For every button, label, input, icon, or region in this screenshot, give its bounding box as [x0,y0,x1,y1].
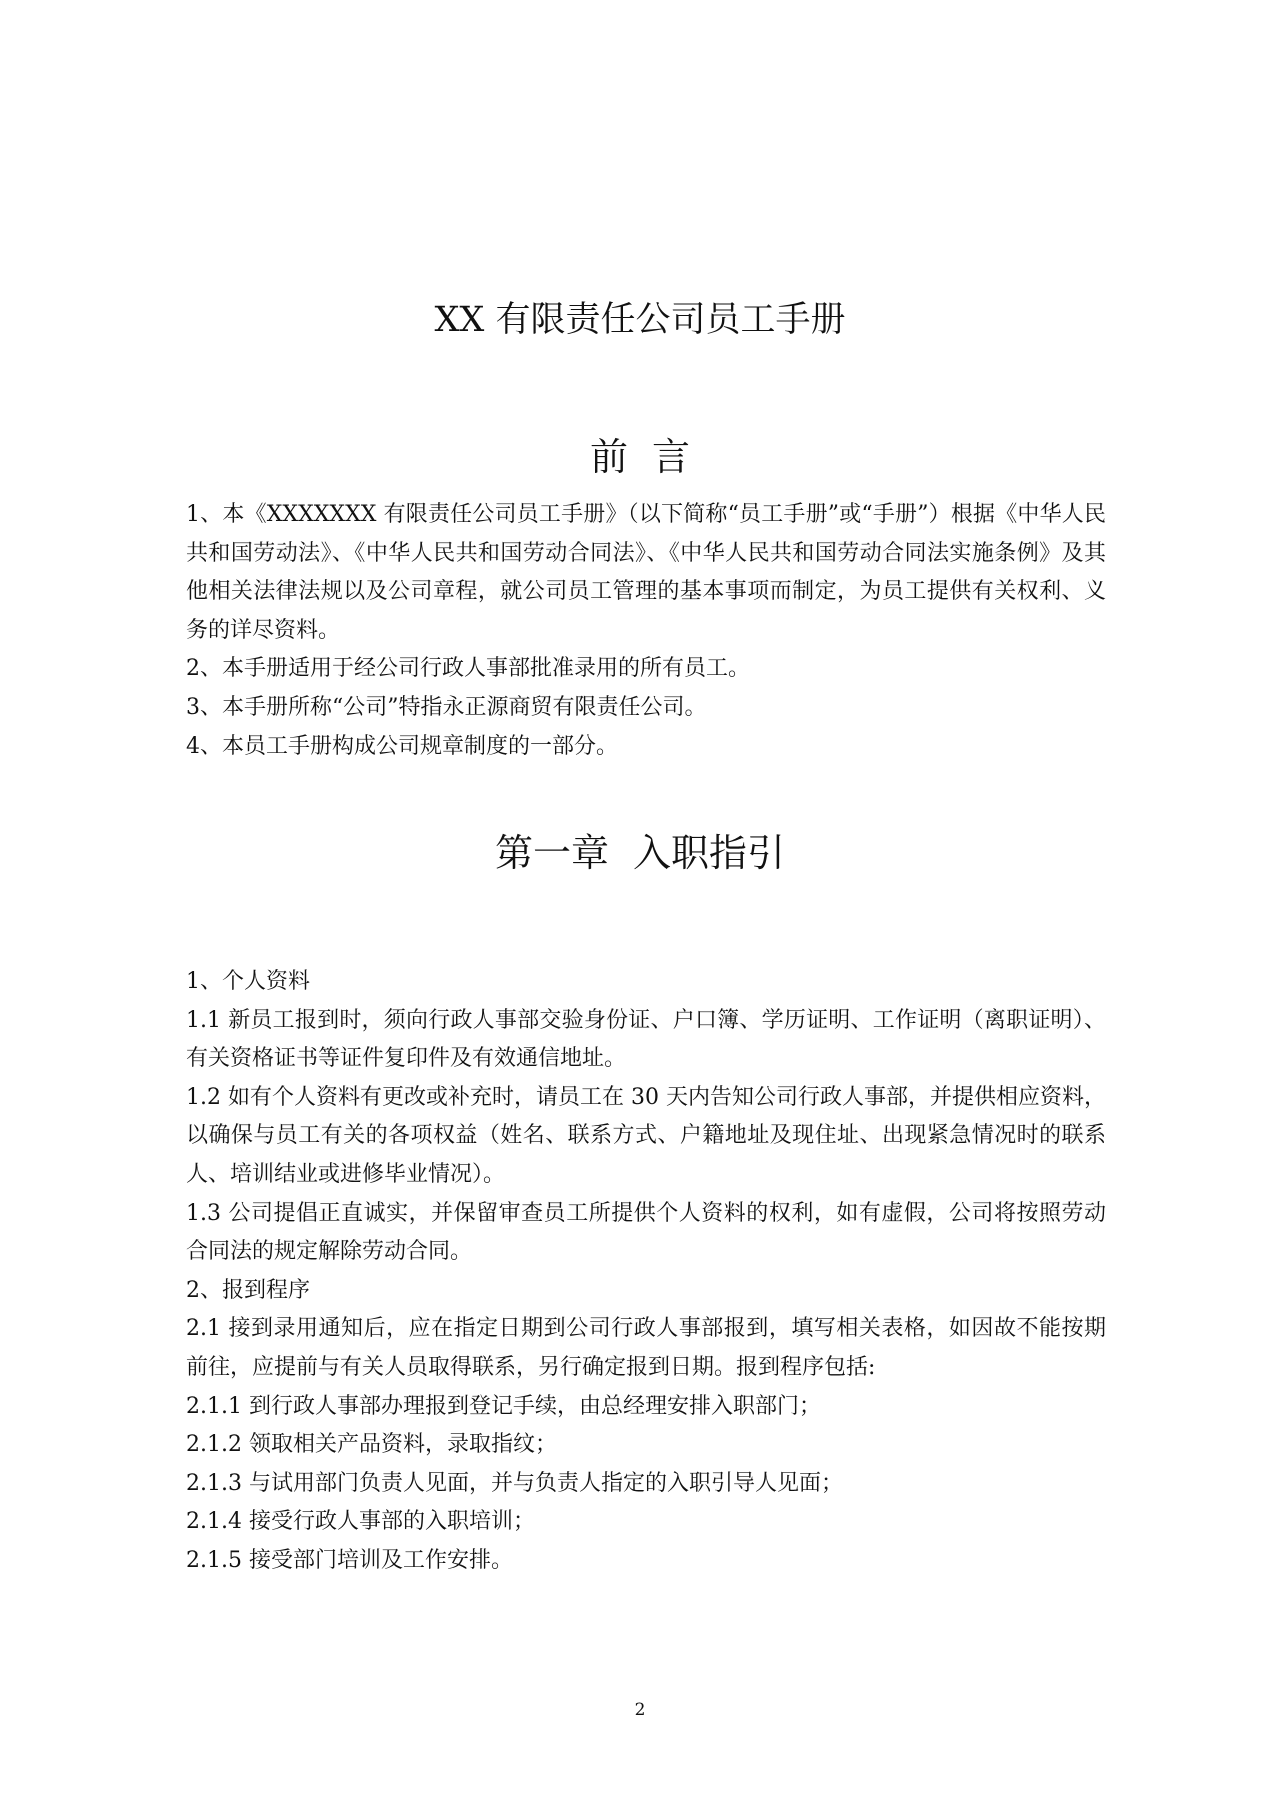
clause-2-1: 2.1 接到录用通知后，应在指定日期到公司行政人事部报到，填写相关表格，如因故不能按期前往，应提前与有关人员取得联系，另行确定报到日期。报到程序包括: [186,1316,1106,1380]
clause-2-1-3: 2.1.3 与试用部门负责人见面，并与负责人指定的入职引导人见面； [186,1470,843,1496]
chapter-one-section [186,963,1106,1581]
clause-1-3: 1.3 公司提倡正直诚实，并保留审查员工所提供个人资料的权利，如有虚假，公司将按照劳动合同法的规定解除劳动合同。 [186,1200,1106,1265]
clause-2-1-5: 2.1.5 接受部门培训及工作安排。 [186,1547,513,1573]
clause-2-1-1: 2.1.1 到行政人事部办理报到登记手续，由总经理安排入职部门； [186,1393,821,1419]
clause-2-1-4: 2.1.4 接受行政人事部的入职培训； [186,1509,535,1535]
document-title: XX 有限责任公司员工手册 [434,300,846,340]
preface-paragraph-2: 2、本手册适用于经公司行政人事部批准录用的所有员工。 [186,656,750,682]
clause-1-2: 1.2 如有个人资料有更改或补充时，请员工在 30 天内告知公司行政人事部，并提供相应资料，以确保与员工有关的各项权益（姓名、联系方式、户籍地址及现住址、出现紧急情况时的联系人、培训结业或进修毕业情况）。 [186,1084,1106,1187]
preface-heading: 前言 [589,435,714,479]
reporting-procedure-heading: 2、报到程序 [186,1277,310,1303]
clause-1-1: 1.1 新员工报到时，须向行政人事部交验身份证、户口簿、学历证明、工作证明（离职证明）、有关资格证书等证件复印件及有效通信地址。 [186,1007,1106,1072]
preface-paragraph-1: 1、本《XXXXXXX 有限责任公司员工手册》（以下简称“员工手册”或“手册”）根据《中华人民共和国劳动法》、《中华人民共和国劳动合同法》、《中华人民共和国劳动合同法实施条例》及其他相关法律法规以及公司章程，就公司员工管理的基本事项而制定，为员工提供有关权利、义务的详尽资料。 [186,502,1106,643]
clause-2-1-2: 2.1.2 领取相关产品资料，录取指纹； [186,1432,557,1458]
preface-paragraph-4: 4、本员工手册构成公司规章制度的一部分。 [186,733,618,759]
personal-info-heading: 1、个人资料 [186,969,310,994]
preface-paragraph-3: 3、本手册所称“公司”特指永正源商贸有限责任公司。 [186,694,707,720]
chapter-one-heading: 第一章 入职指引 [494,831,786,875]
preface-section [186,496,1106,766]
page-number: 2 [634,1700,646,1720]
